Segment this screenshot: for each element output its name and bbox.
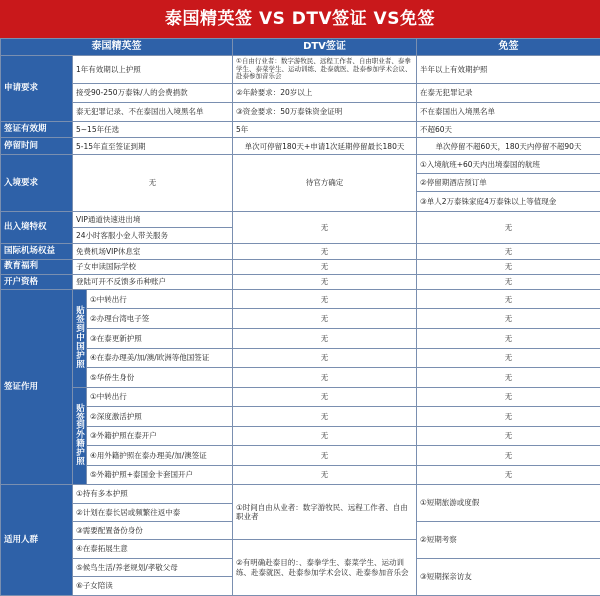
cell: 无 bbox=[233, 465, 417, 485]
cell: ③外籍护照在泰开户 bbox=[87, 426, 233, 446]
cell: 无 bbox=[233, 289, 417, 309]
cell: ③资金要求：50万泰铢资金证明 bbox=[233, 103, 417, 121]
cell: 免费机场VIP休息室 bbox=[73, 244, 233, 259]
table-row bbox=[1, 56, 600, 84]
cell: ③短期探亲访友 bbox=[417, 558, 600, 595]
page-title: 泰国精英签 VS DTV签证 VS免签 bbox=[0, 0, 600, 38]
cell: ②深度激活护照 bbox=[87, 407, 233, 427]
table-row bbox=[1, 446, 600, 466]
table-row bbox=[1, 83, 600, 103]
cell: 无 bbox=[417, 309, 600, 329]
cell: 无 bbox=[233, 348, 417, 368]
cell: 无 bbox=[417, 446, 600, 466]
table-row bbox=[1, 465, 600, 485]
cell: 单次可停留180天+申请1次延期停留最长180天 bbox=[233, 138, 417, 155]
cell: VIP通道快速进出境 bbox=[73, 211, 233, 227]
cell: 无 bbox=[233, 426, 417, 446]
cell: ①中转出行 bbox=[87, 387, 233, 407]
cell: 待官方确定 bbox=[233, 155, 417, 211]
cell: ③需要配置备份身份 bbox=[73, 521, 233, 539]
cell: 无 bbox=[417, 328, 600, 348]
cell: 无 bbox=[417, 211, 600, 244]
table-row bbox=[1, 289, 600, 309]
cell: 无 bbox=[233, 328, 417, 348]
cell: 单次停留不超60天，180天内停留不超90天 bbox=[417, 138, 600, 155]
table-row bbox=[1, 274, 600, 289]
row-label-entry-priv: 出入境特权 bbox=[1, 211, 73, 244]
cell: 无 bbox=[233, 244, 417, 259]
cell: 登陆可开不反馈多币种账户 bbox=[73, 274, 233, 289]
cell: ⑤华侨生身份 bbox=[87, 368, 233, 388]
row-label-apply: 申请要求 bbox=[1, 56, 73, 122]
cell: 无 bbox=[417, 244, 600, 259]
cell: 无 bbox=[417, 259, 600, 274]
cell: 无 bbox=[417, 274, 600, 289]
row-label-education: 教育福利 bbox=[1, 259, 73, 274]
row-label-lounge: 国际机场权益 bbox=[1, 244, 73, 259]
table-row bbox=[1, 368, 600, 388]
row-label-validity: 签证有效期 bbox=[1, 121, 73, 137]
cell: 无 bbox=[73, 155, 233, 211]
sub-label-text: 贴签到中国护照 bbox=[76, 306, 85, 370]
cell: ④在泰拓展生意 bbox=[73, 540, 233, 558]
cell: ①入境航班+60天内出境泰国的航班 bbox=[417, 155, 600, 173]
table-row bbox=[1, 348, 600, 368]
row-label-account: 开户资格 bbox=[1, 274, 73, 289]
cell: 泰无犯罪记录、不在泰国出入境黑名单 bbox=[73, 103, 233, 121]
cell: ⑤候鸟生活/养老规划/孝敬父母 bbox=[73, 558, 233, 576]
cell: 无 bbox=[417, 426, 600, 446]
table-row bbox=[1, 244, 600, 259]
cell: 无 bbox=[233, 446, 417, 466]
sub-label-china-passport bbox=[73, 289, 87, 387]
cell: 5年 bbox=[233, 121, 417, 137]
cell: ④用外籍护照在泰办理美/加/澳签证 bbox=[87, 446, 233, 466]
cell: 无 bbox=[417, 289, 600, 309]
table-row bbox=[1, 211, 600, 227]
cell: ②有明确赴泰目的：、泰拳学生、泰菜学生、运动训练、赴泰就医、赴泰参加学术会议、赴泰参加音乐会 bbox=[233, 540, 417, 596]
table-row bbox=[1, 426, 600, 446]
cell: ②停留期酒店预订单 bbox=[417, 173, 600, 191]
cell: ⑤外籍护照+泰国金卡套国开户 bbox=[87, 465, 233, 485]
table-row bbox=[1, 328, 600, 348]
cell: 无 bbox=[417, 348, 600, 368]
cell: ①自由行业者：数字游牧民、远程工作者、自由职业者、泰拳学生、泰菜学生、运动训练、赴泰就医、赴泰参加学术会议、赴泰参加音乐会 bbox=[233, 56, 417, 84]
cell: 无 bbox=[233, 309, 417, 329]
row-label-stay: 停留时间 bbox=[1, 138, 73, 155]
cell: 24小时客服小金人带关服务 bbox=[73, 228, 233, 244]
cell: ④在泰办理美/加/澳/欧洲等他国签证 bbox=[87, 348, 233, 368]
cell: ①中转出行 bbox=[87, 289, 233, 309]
cell: 半年以上有效期护照 bbox=[417, 56, 600, 84]
cell: 无 bbox=[233, 368, 417, 388]
cell: 子女申读国际学校 bbox=[73, 259, 233, 274]
table-row bbox=[1, 155, 600, 173]
cell: ①持有多本护照 bbox=[73, 485, 233, 503]
table-row bbox=[1, 485, 600, 503]
cell: 不超60天 bbox=[417, 121, 600, 137]
cell: 无 bbox=[417, 387, 600, 407]
table-row bbox=[1, 259, 600, 274]
table-row bbox=[1, 407, 600, 427]
cell: 5~15年任选 bbox=[73, 121, 233, 137]
cell: 无 bbox=[417, 465, 600, 485]
row-label-visa-use: 签证作用 bbox=[1, 289, 73, 484]
col-header-free: 免签 bbox=[417, 39, 600, 56]
cell: 无 bbox=[233, 387, 417, 407]
cell: 无 bbox=[233, 274, 417, 289]
cell: ③在泰更新护照 bbox=[87, 328, 233, 348]
cell: 无 bbox=[417, 407, 600, 427]
table-row bbox=[1, 103, 600, 121]
cell: ①短期旅游或度假 bbox=[417, 485, 600, 522]
cell: 5-15年直至签证到期 bbox=[73, 138, 233, 155]
comparison-table bbox=[0, 38, 600, 596]
cell: 在泰无犯罪记录 bbox=[417, 83, 600, 103]
header-row bbox=[1, 39, 600, 56]
cell: 接受90-250万泰铢/人的会费捐款 bbox=[73, 83, 233, 103]
table-row bbox=[1, 121, 600, 137]
cell: 不在泰国出入境黑名单 bbox=[417, 103, 600, 121]
cell: 无 bbox=[233, 407, 417, 427]
table-row bbox=[1, 387, 600, 407]
cell: 无 bbox=[417, 368, 600, 388]
cell: 1年有效期以上护照 bbox=[73, 56, 233, 84]
table-row bbox=[1, 309, 600, 329]
cell: ②年龄要求：20岁以上 bbox=[233, 83, 417, 103]
cell: ①时间自由从业者：数字游牧民、远程工作者、自由职业者 bbox=[233, 485, 417, 540]
row-label-suitable: 适用人群 bbox=[1, 485, 73, 596]
cell: ②短期考察 bbox=[417, 521, 600, 558]
col-header-dtv: DTV签证 bbox=[233, 39, 417, 56]
cell: ②办理台湾电子签 bbox=[87, 309, 233, 329]
cell: ⑥子女陪读 bbox=[73, 577, 233, 596]
sub-label-foreign-passport bbox=[73, 387, 87, 485]
col-header-elite: 泰国精英签 bbox=[1, 39, 233, 56]
sub-label-text: 贴签到外籍护照 bbox=[76, 403, 85, 468]
row-label-entry: 入境要求 bbox=[1, 155, 73, 211]
table-row bbox=[1, 138, 600, 155]
cell: ③单人2万泰铢家庭4万泰铢以上等值现金 bbox=[417, 192, 600, 212]
cell: 无 bbox=[233, 259, 417, 274]
cell: 无 bbox=[233, 211, 417, 244]
cell: ②计划在泰长居或频繁往返中泰 bbox=[73, 503, 233, 521]
